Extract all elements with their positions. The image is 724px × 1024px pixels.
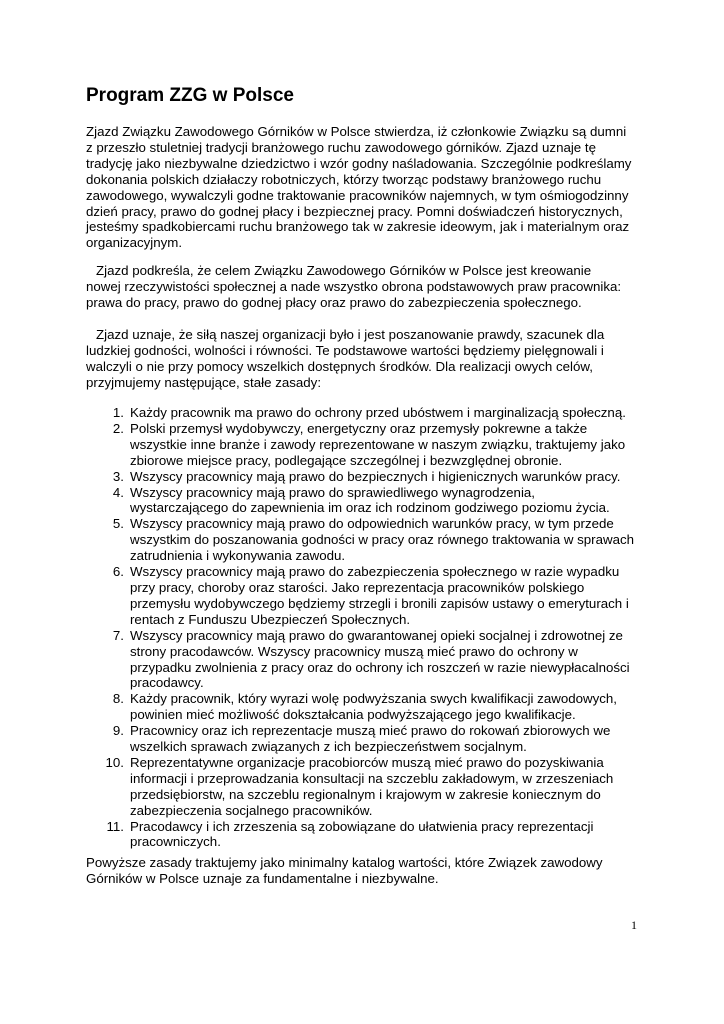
text-line: prawa do pracy, prawo do godnej płacy oraz prawo do zabezpieczenia społecznego. — [86, 294, 582, 310]
list-item-number: 10. — [105, 754, 124, 770]
paragraph-text — [86, 263, 646, 311]
text-line: informacji i przeprowadzania konsultacji na szczeblu zakładowym, w zrzeszeniach — [130, 770, 614, 786]
paragraph-text — [86, 327, 646, 391]
list-item — [86, 723, 646, 755]
text-line: dzień pracy, prawo do godnej płacy i bezpiecznej pracy. Pomni doświadczeń historycznych, — [86, 203, 623, 219]
text-line: organizacyjnym. — [86, 235, 183, 251]
list-item-number: 4. — [112, 484, 124, 500]
text-line: zbiorowe miejsce pracy, podlegające szczególnej i bezwzględnej obronie. — [130, 452, 563, 468]
text-line: Wszyscy pracownicy mają prawo do bezpiecznych i higienicznych warunków pracy. — [130, 468, 621, 484]
list-item-number: 8. — [112, 691, 124, 707]
list-item — [86, 421, 646, 469]
closing-paragraph — [86, 855, 646, 887]
list-item — [86, 628, 646, 692]
text-line: wszystkie inne branże i zawody reprezentowane w naszym związku, traktujemy jako — [130, 436, 626, 452]
text-line: Każdy pracownik, który wyrazi wolę podwyższania swych kwalifikacji zawodowych, — [130, 691, 617, 707]
text-line: powinien mieć możliwość dokształcania podwyższającego jego kwalifikacje. — [130, 707, 576, 723]
aim-paragraph — [86, 263, 646, 311]
text-line: zatrudnienia i wykonywania zawodu. — [130, 548, 346, 564]
list-item-number: 7. — [112, 627, 124, 643]
text-line: rentach z Funduszu Ubezpieczeń Społecznych. — [130, 611, 411, 627]
list-item — [86, 819, 646, 851]
list-item — [86, 516, 646, 564]
text-line: Pracownicy oraz ich reprezentacje muszą mieć prawo do rokowań zbiorowych we — [130, 723, 611, 739]
text-line: pracodawcy. — [130, 675, 204, 691]
paragraph-text — [86, 855, 646, 887]
text-line: strony pracodawców. Wszyscy pracownicy muszą mieć prawo do ochrony w — [130, 643, 578, 659]
text-line: Wszyscy pracownicy mają prawo do sprawiedliwego wynagrodzenia, — [130, 484, 535, 500]
text-line: Wszyscy pracownicy mają prawo do gwarantowanej opieki socjalnej i zdrowotnej ze — [130, 627, 623, 643]
text-line: przedsiębiorstw, na szczeblu regionalnym i krajowym w zakresie koniecznym do — [130, 786, 601, 802]
text-line: wystarczającego do zapewnienia im oraz ich rodzinom godziwego poziomu życia. — [130, 500, 610, 516]
text-line: wszelkich sprawach związanych z ich bezpieczeństwem socjalnym. — [130, 739, 527, 755]
text-line: Wszyscy pracownicy mają prawo do odpowiednich warunków pracy, w tym przede — [130, 516, 614, 532]
text-line: Zjazd Związku Zawodowego Górników w Polsce stwierdza, iż członkowie Związku są dumni — [86, 124, 627, 139]
paragraph-text — [86, 124, 646, 251]
list-item — [86, 469, 646, 485]
text-line: walczyli o nie przy pomocy wszelkich dostępnych środków. Dla realizacji owych celów, — [86, 358, 593, 374]
text-line: Górników w Polsce uznaje za fundamentalne i niezbywalne. — [86, 870, 439, 886]
list-item-number: 11. — [106, 818, 124, 834]
text-line: Zjazd uznaje, że siłą naszej organizacji było i jest poszanowanie prawdy, szacunek dla — [96, 327, 605, 342]
text-line: nowej rzeczywistości społecznej a nade wszystko obrona podstawowych praw pracownika: — [86, 278, 622, 294]
text-line: wszystkim do poszanowania godności w pracy oraz równego traktowania w sprawach — [130, 532, 635, 548]
principles-list — [86, 405, 646, 850]
list-item — [86, 691, 646, 723]
text-line: Polski przemysł wydobywczy, energetyczny oraz przemysły pokrewne a także — [130, 420, 588, 436]
text-line: Pracodawcy i ich zrzeszenia są zobowiązane do ułatwienia pracy reprezentacji — [130, 818, 594, 834]
list-item-number: 2. — [112, 420, 124, 436]
intro-paragraph — [86, 124, 646, 251]
text-line: Każdy pracownik ma prawo do ochrony przed ubóstwem i marginalizacją społeczną. — [130, 405, 626, 420]
page-title: Program ZZG w Polsce — [86, 85, 294, 106]
values-paragraph — [86, 327, 646, 391]
text-line: ludzkiej godności, wolności i równości. Te podstawowe wartości będziemy pielęgnowali i — [86, 342, 604, 358]
text-line: przypadku zwolnienia z pracy oraz do ochrony ich roszczeń w razie niewypłacalności — [130, 659, 630, 675]
text-line: przy pracy, choroby oraz starości. Jako reprezentacja pracowników polskiego — [130, 579, 585, 595]
text-line: zabezpieczenia socjalnego pracowników. — [130, 802, 373, 818]
text-line: pracowniczych. — [130, 834, 221, 850]
text-line: tradycję jako niezbywalne dziedzictwo i wzór godny naśladowania. Szczególnie podkreślamy — [86, 155, 632, 171]
list-item — [86, 405, 646, 421]
list-item-number: 1. — [112, 405, 124, 420]
text-line: zawodowego, wywalczyli godne traktowanie pracowników najemnych, w tym ośmiogodzinny — [86, 187, 629, 203]
text-line: przyjmujemy następujące, stałe zasady: — [86, 374, 322, 390]
text-line: dokonania polskich działaczy robotniczych, którzy tworząc podstawy branżowego ruchu — [86, 171, 602, 187]
text-line: z przeszło stuletniej tradycji branżowego ruchu zawodowego górników. Zjazd uznaje tę — [86, 139, 596, 155]
list-item-number: 6. — [112, 564, 124, 580]
list-item — [86, 485, 646, 517]
text-line: Zjazd podkreśla, że celem Związku Zawodowego Górników w Polsce jest kreowanie — [96, 263, 592, 278]
list-item-number: 5. — [112, 516, 124, 532]
text-line: przemysłu wydobywczego będziemy strzegli i bronili zapisów ustawy o emeryturach i — [130, 595, 629, 611]
list-item — [86, 564, 646, 628]
list-item-number: 3. — [112, 468, 124, 484]
text-line: jesteśmy spadkobiercami ruchu branżowego tak w zakresie ideowym, jak i materialnym oraz — [86, 219, 630, 235]
list-item — [86, 755, 646, 819]
text-line: Powyższe zasady traktujemy jako minimalny katalog wartości, które Związek zawodowy — [86, 855, 603, 870]
text-line: Reprezentatywne organizacje pracobiorców muszą mieć prawo do pozyskiwania — [130, 754, 604, 770]
text-line: Wszyscy pracownicy mają prawo do zabezpieczenia społecznego w razie wypadku — [130, 564, 620, 580]
page-number: 1 — [631, 918, 637, 932]
list-item-number: 9. — [112, 723, 124, 739]
